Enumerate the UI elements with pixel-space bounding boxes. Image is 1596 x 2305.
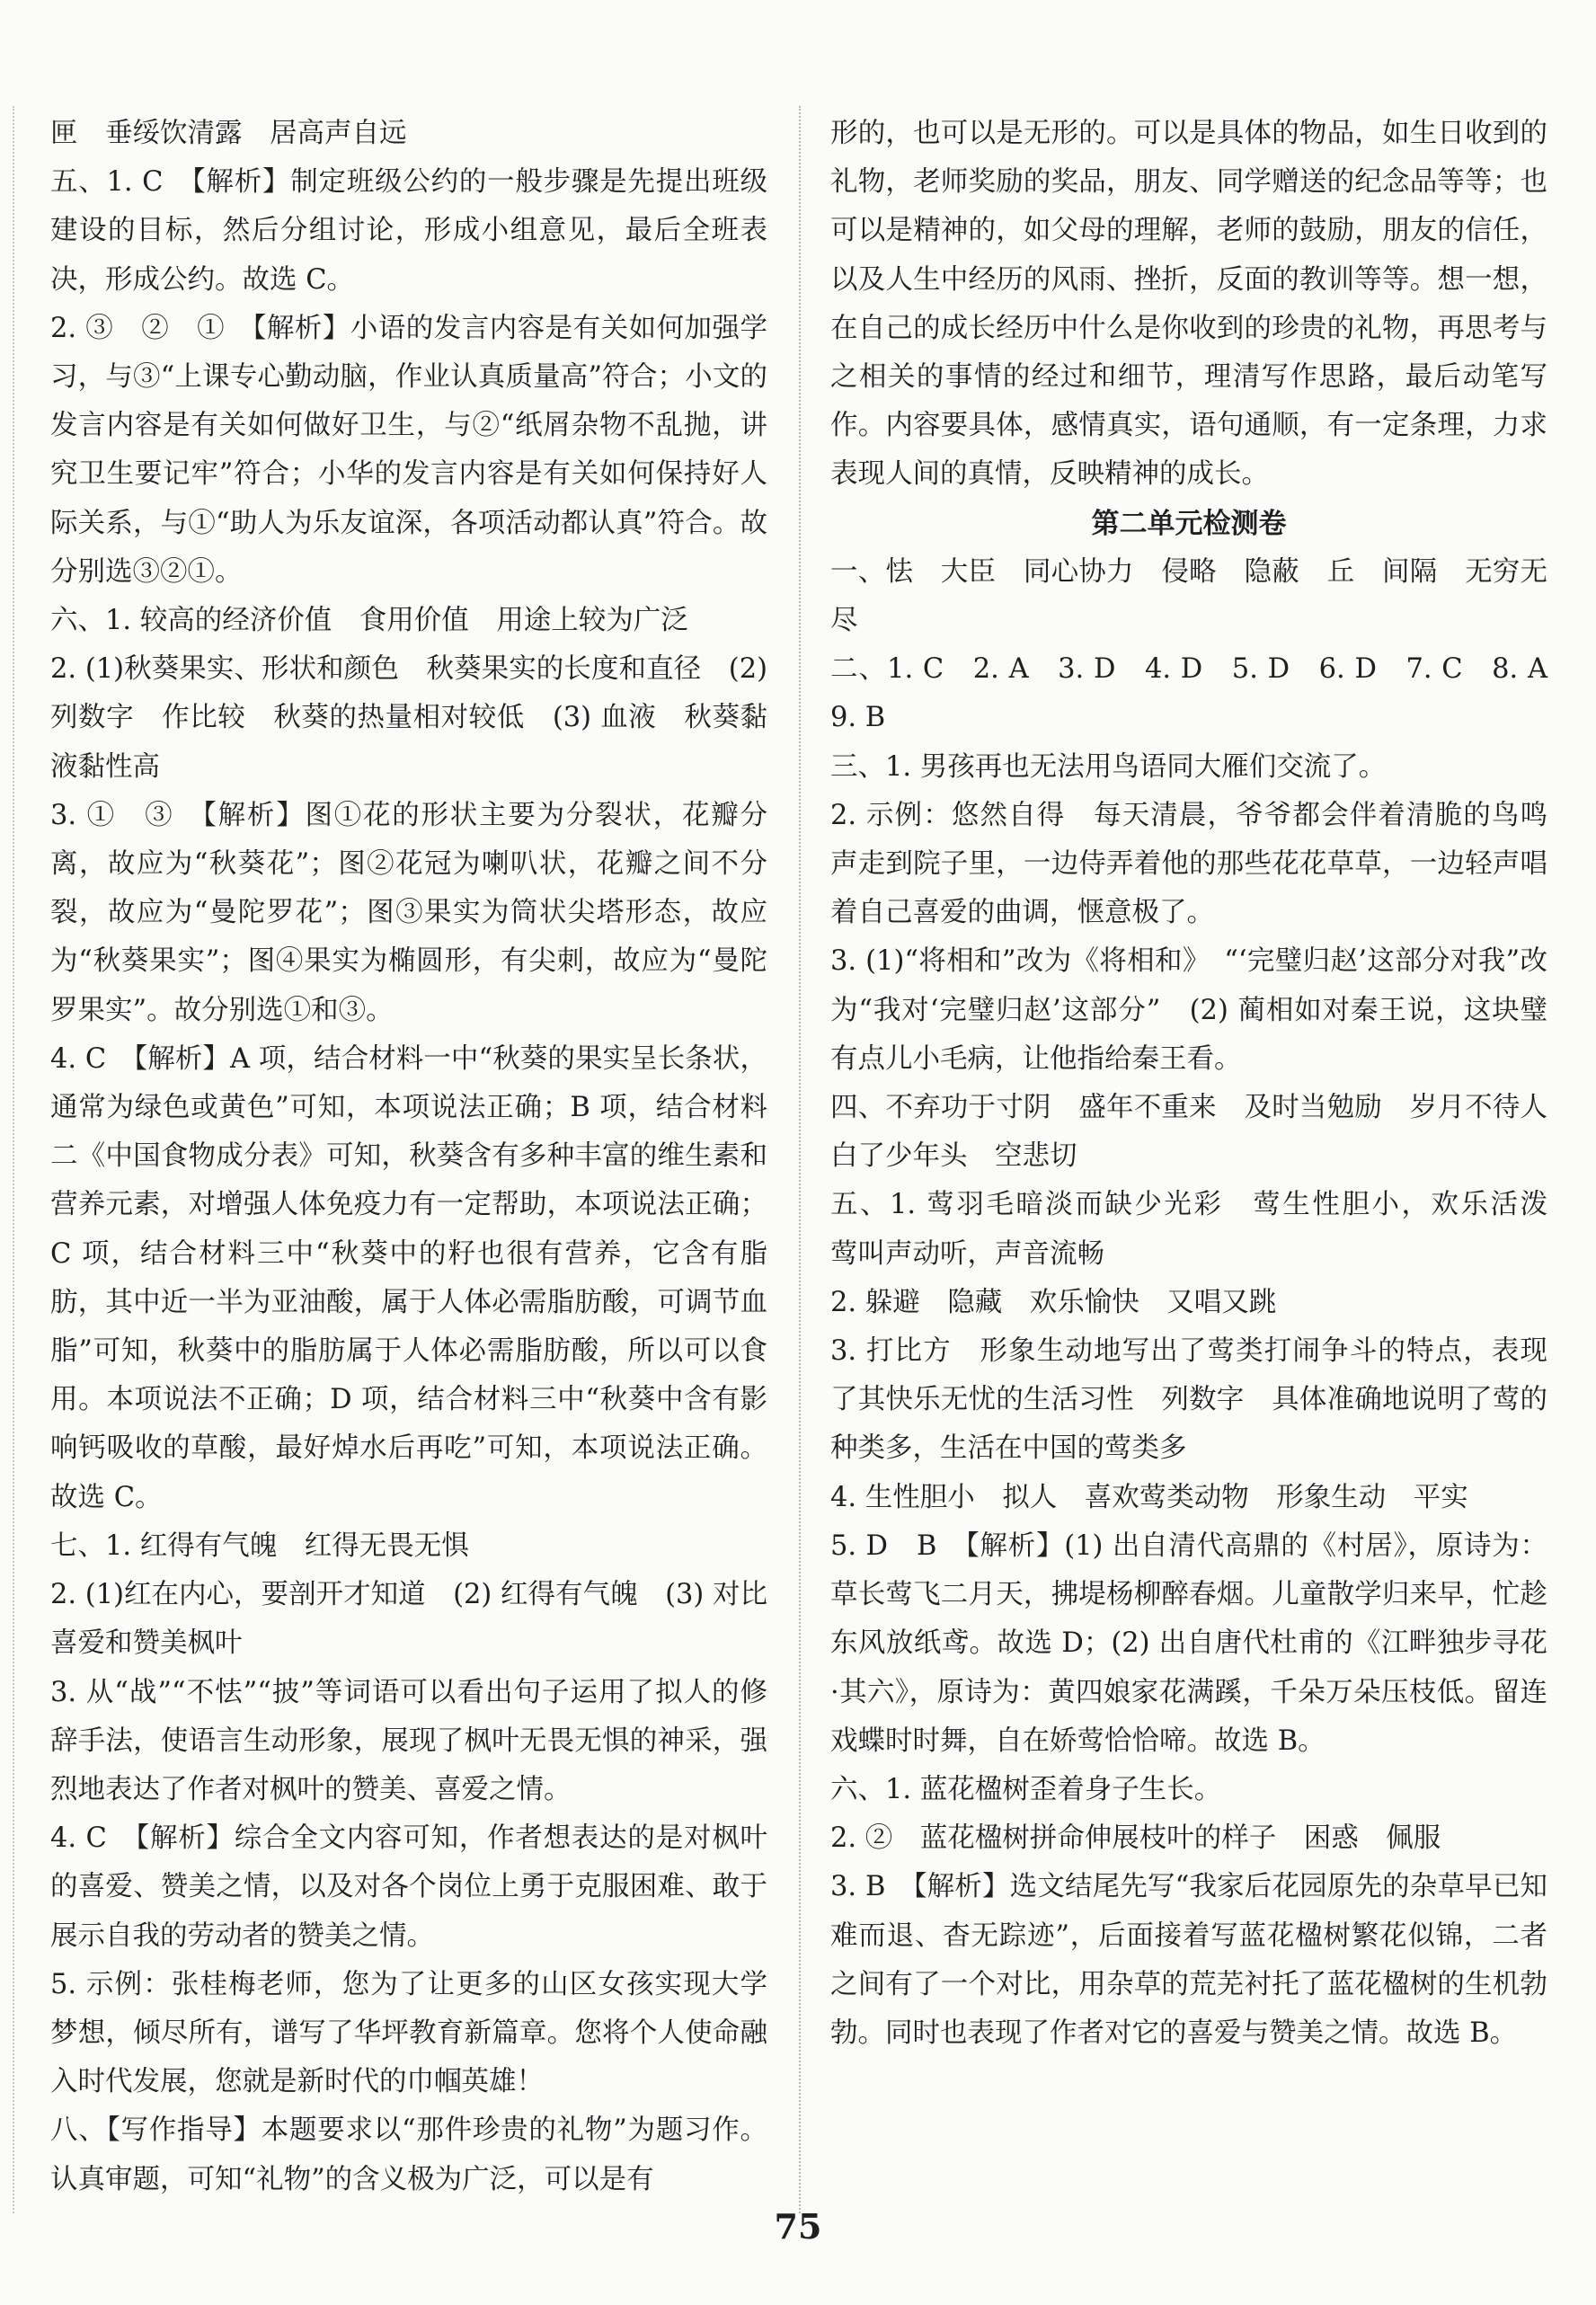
column-divider	[799, 106, 801, 2213]
left-column	[50, 110, 795, 2204]
answer-paragraph: 2. (1)秋葵果实、形状和颜色 秋葵果实的长度和直径 (2)列数字 作比较 秋葵的热量相对较低 (3) 血液 秋葵黏液黏性高	[50, 653, 767, 783]
answer-paragraph: 3. 从“战”“不怯”“披”等词语可以看出句子运用了拟人的修辞手法，使语言生动形象，展现了枫叶无畏无惧的神采，强烈地表达了作者对枫叶的赞美、喜爱之情。	[50, 1676, 767, 1805]
answer-paragraph: 七、1. 红得有气魄 红得无畏无惧	[50, 1529, 469, 1562]
answer-paragraph: 六、1. 蓝花楹树歪着身子生长。	[830, 1773, 1222, 1805]
answer-paragraph: 三、1. 男孩再也无法用鸟语同大雁们交流了。	[830, 750, 1387, 783]
answer-paragraph: 5. D B 【解析】(1) 出自清代高鼎的《村居》，原诗为：草长莺飞二月天，拂堤杨柳醉春烟。儿童散学归来早，忙趁东风放纸鸢。故选 D；(2) 出自唐代杜甫的《江畔独步寻花·其六》，原诗为：黄四娘家花满蹊，千朵万朵压枝低。留连戏蝶时时舞，自在娇莺恰恰啼。故选 B。	[830, 1529, 1547, 1757]
answer-paragraph: 4. C 【解析】综合全文内容可知，作者想表达的是对枫叶的喜爱、赞美之情，以及对各个岗位上勇于克服困难、敢于展示自我的劳动者的赞美之情。	[50, 1822, 767, 1952]
answer-paragraph: 四、不弃功于寸阴 盛年不重来 及时当勉励 岁月不待人 白了少年头 空悲切	[830, 1092, 1575, 1173]
margin-dotted-line	[13, 106, 14, 2213]
answer-paragraph: 5. 示例：张桂梅老师，您为了让更多的山区女孩实现大学梦想，倾尽所有，谱写了华坪教育新篇章。您将个人使命融入时代发展，您就是新时代的巾帼英雄！	[50, 1968, 767, 2098]
answer-paragraph: 一、怯 大臣 同心协力 侵略 隐蔽 丘 间隔 无穷无尽	[830, 555, 1547, 637]
answer-paragraph: 4. C 【解析】A 项，结合材料一中“秋葵的果实呈长条状，通常为绿色或黄色”可知，本项说法正确；B 项，结合材料二《中国食物成分表》可知，秋葵含有多种丰富的维生素和营养元素，对增强人体免疫力有一定帮助，本项说法正确；C 项，结合材料三中“秋葵中的籽也很有营养，它含有脂肪，其中近一半为亚油酸，属于人体必需脂肪酸，可调节血脂”可知，秋葵中的脂肪属于人体必需脂肪酸，所以可以食用。本项说法不正确；D 项，结合材料三中“秋葵中含有影响钙吸收的草酸，最好焯水后再吃”可知，本项说法正确。故选 C。	[50, 1042, 767, 1513]
answer-paragraph: 3. (1)“将相和”改为《将相和》 “‘完璧归赵’这部分对我”改为“我对‘完璧归赵’这部分” (2) 蔺相如对秦王说，这块璧有点儿小毛病，让他指给秦王看。	[830, 945, 1547, 1075]
right-column	[830, 110, 1575, 2058]
answer-paragraph: 六、1. 较高的经济价值 食用价值 用途上较为广泛	[50, 605, 688, 637]
page-number: 75	[774, 2206, 822, 2247]
answer-paragraph: 2. 躲避 隐藏 欢乐愉快 又唱又跳	[830, 1286, 1277, 1318]
answer-paragraph: 4. 生性胆小 拟人 喜欢莺类动物 形象生动 平实	[830, 1481, 1468, 1513]
answer-paragraph: 匣 垂绥饮清露 居高声自远	[50, 118, 407, 149]
answer-paragraph: 3. ① ③ 【解析】图①花的形状主要为分裂状，花瓣分离，故应为“秋葵花”；图②花冠为喇叭状，花瓣之间不分裂，故应为“曼陀罗花”；图③果实为筒状尖塔形态，故应为“秋葵果实”；图④果实为椭圆形，有尖刺，故应为“曼陀罗果实”。故分别选①和③。	[50, 799, 767, 1026]
answer-paragraph: 五、1. C 【解析】制定班级公约的一般步骤是先提出班级建设的目标，然后分组讨论，形成小组意见，最后全班表决，形成公约。故选 C。	[50, 166, 767, 296]
answer-paragraph: 形的，也可以是无形的。可以是具体的物品，如生日收到的礼物，老师奖励的奖品，朋友、同学赠送的纪念品等等；也可以是精神的，如父母的理解，老师的鼓励，朋友的信任，以及人生中经历的风雨、挫折，反面的教训等等。想一想，在自己的成长经历中什么是你收到的珍贵的礼物，再思考与之相关的事情的经过和细节，理清写作思路，最后动笔写作。内容要具体，感情真实，语句通顺，有一定条理，力求表现人间的真情，反映精神的成长。	[830, 118, 1547, 491]
section-title: 第二单元检测卷	[1091, 507, 1287, 540]
answer-paragraph: 2. 示例：悠然自得 每天清晨，爷爷都会伴着清脆的鸟鸣声走到院子里，一边侍弄着他的那些花花草草，一边轻声唱着自己喜爱的曲调，惬意极了。	[830, 799, 1547, 929]
answer-paragraph: 五、1. 莺羽毛暗淡而缺少光彩 莺生性胆小，欢乐活泼 莺叫声动听，声音流畅	[830, 1189, 1575, 1270]
answer-paragraph: 2. ③ ② ① 【解析】小语的发言内容是有关如何加强学习，与③“上课专心勤动脑，作业认真质量高”符合；小文的发言内容是有关如何做好卫生，与②“纸屑杂物不乱抛，讲究卫生要记牢”符合；小华的发言内容是有关如何保持好人际关系，与①“助人为乐友谊深，各项活动都认真”符合。故分别选③②①。	[50, 312, 767, 588]
answer-paragraph: 二、1. C 2. A 3. D 4. D 5. D 6. D 7. C 8. A 9. B	[830, 653, 1575, 734]
answer-paragraph: 八、【写作指导】本题要求以“那件珍贵的礼物”为题习作。认真审题，可知“礼物”的含义极为广泛，可以是有	[50, 2114, 767, 2195]
answer-paragraph: 2. (1)红在内心，要剖开才知道 (2) 红得有气魄 (3) 对比 喜爱和赞美枫叶	[50, 1579, 795, 1660]
answer-paragraph: 3. B 【解析】选文结尾先写“我家后花园原先的杂草早已知难而退、杳无踪迹”，后面接着写蓝花楹树繁花似锦，二者之间有了一个对比，用杂草的荒芜衬托了蓝花楹树的生机勃勃。同时也表现了作者对它的喜爱与赞美之情。故选 B。	[830, 1871, 1547, 2049]
answer-paragraph: 2. ② 蓝花楹树拼命伸展枝叶的样子 困惑 佩服	[830, 1822, 1441, 1855]
answer-paragraph: 3. 打比方 形象生动地写出了莺类打闹争斗的特点，表现了其快乐无忧的生活习性 列数字 具体准确地说明了莺的种类多，生活在中国的莺类多	[830, 1335, 1547, 1465]
